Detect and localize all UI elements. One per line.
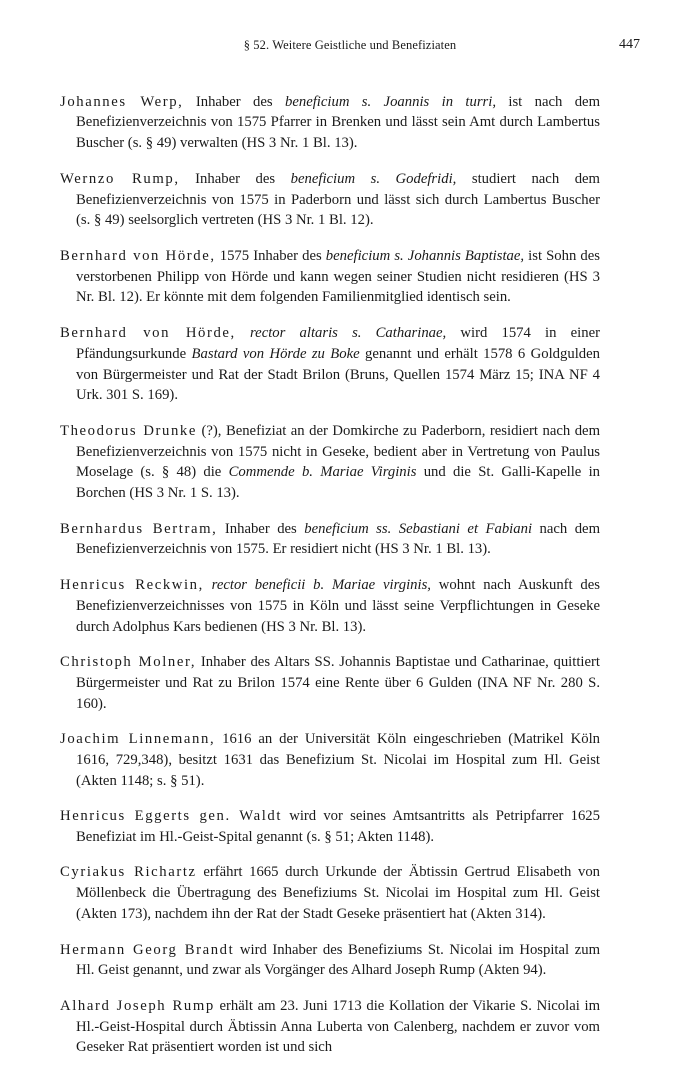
entry-name: Bernhard von Hörde,: [60, 247, 216, 264]
entry: [60, 519, 600, 561]
entry: [60, 996, 600, 1058]
entry-text: ist nach dem Benefizienverzeichnis von 1575 Pfarrer in Brenken und lässt sein Amt durch Lambertus Buscher (s. § 49) verwalten (HS 3 Nr. 1 Bl. 13).: [76, 93, 601, 152]
entry-text: 1575 Inhaber des: [215, 247, 326, 264]
entry-text: wird vor seines Amtsantritts als Petripfarrer 1625 Benefiziat im Hl.-Geist-Spital genannt (s. § 51; Akten 1148).: [76, 808, 600, 845]
entry-name: Hermann Georg Brandt: [60, 941, 235, 958]
entry-text: nach dem Benefizienverzeichnis von 1575. Er residiert nicht (HS 3 Nr. 1 Bl. 13).: [76, 520, 601, 558]
entry-text: [236, 325, 250, 341]
entry-italic-text: beneficium ss. Sebastiani et Fabiani: [304, 520, 533, 537]
entry: [60, 246, 600, 308]
entry: [60, 169, 600, 231]
entry: [60, 421, 600, 504]
entry-text: erfährt 1665 durch Urkunde der Äbtissin Gertrud Elisabeth von Möllenbeck die Übertragung des Benefiziums St. Nicolai im Hospital zum Hl. Geist (Akten 173), nachdem ihn der Rat der Stadt Geseke präsentiert hat (Akten 314).: [76, 864, 601, 923]
entry-text: Inhaber des: [183, 93, 285, 110]
page-number: 447: [619, 37, 640, 52]
entry-text: erhält am 23. Juni 1713 die Kollation der Vikarie S. Nicolai im Hl.-Geist-Hospital durch Äbtissin Anna Luberta von Calenberg, nachdem er zuvor vom Geseker Rat präsentiert worden ist und sich: [76, 997, 600, 1056]
entry-name: Henricus Reckwin,: [60, 576, 204, 593]
entry: [60, 862, 600, 924]
entry-italic-text: beneficium s. Johannis Baptistae,: [325, 247, 525, 264]
entry-italic-text: rector beneficii b. Mariae virginis,: [211, 576, 431, 593]
entry-italic-text: beneficium s. Joannis in turri,: [285, 93, 497, 110]
entry-text: Inhaber des: [179, 170, 291, 187]
entry-italic-text: beneficium s. Godefridi,: [290, 170, 457, 187]
entry-text: ist Sohn des verstorbenen Philipp von Hörde und kann wegen seiner Studien nicht residieren (HS 3 Nr. Bl. 12). Er könnte mit dem folgenden Familienmitglied identisch sein.: [76, 247, 600, 306]
entry: [60, 729, 600, 791]
entry-italic-text: Bastard von Hörde zu Boke: [191, 345, 360, 362]
entry-italic-text: rector altaris s. Catharinae,: [250, 324, 447, 341]
entry-name: Cyriakus Richartz: [60, 864, 197, 881]
entry-text: wird 1574 in einer Pfändungsurkunde: [76, 324, 601, 362]
entry: [60, 940, 600, 982]
entry: [60, 92, 600, 154]
entry-list: [60, 77, 600, 1073]
entry-name: Bernhardus Bertram,: [60, 520, 218, 537]
entry-text: wird Inhaber des Benefiziums St. Nicolai im Hospital zum Hl. Geist genannt, und zwar als Vorgänger des Alhard Joseph Rump (Akten 94).: [76, 941, 601, 979]
entry-name: Bernhard von Hörde,: [60, 324, 236, 341]
entry: [60, 652, 600, 714]
entry-text: 1616 an der Universität Köln eingeschrieben (Matrikel Köln 1616, 729,348), besitzt 1631 das Benefizium St. Nicolai im Hospital zum Hl. Geist (Akten 1148; s. § 51).: [76, 731, 600, 789]
entry-text: genannt und erhält 1578 6 Goldgulden von Bürgermeister und Rat der Stadt Brilon (Bruns, Quellen 1574 März 15; INA NF 4 Urk. 301 S. 169).: [76, 345, 600, 404]
entry-text: und die St. Galli-Kapelle in Borchen (HS 3 Nr. 1 S. 13).: [76, 464, 601, 502]
entry-text: wohnt nach Auskunft des Benefizienverzeichnisses von 1575 in Köln und lässt seine Verpflichtungen in Geseke durch Adolphus Kars bedienen (HS 3 Nr. Bl. 13).: [76, 576, 600, 635]
entry-name: Johannes Werp,: [60, 93, 184, 110]
entry-text: Inhaber des Altars SS. Johannis Baptistae und Catharinae, quittiert Bürgermeister und Rat zu Brilon 1574 eine Rente über 6 Gulden (INA NF Nr. 280 S. 160).: [76, 654, 600, 712]
entry: [60, 575, 600, 637]
entry-name: Wernzo Rump,: [60, 170, 180, 187]
entry: [60, 323, 600, 406]
entry: [60, 806, 600, 848]
entry-text: (?), Benefiziat an der Domkirche zu Paderborn, residiert nach dem Benefizienverzeichnis von 1575 nicht in Geseke, bedient aber in Vertretung von Paulus Moselage (s. § 48) die: [76, 422, 600, 481]
entry-text: [204, 577, 212, 593]
entry-name: Christoph Molner,: [60, 654, 197, 671]
entry-name: Theodorus Drunke: [60, 422, 197, 439]
entry-text: Inhaber des: [217, 520, 305, 537]
running-header: [60, 38, 640, 58]
entry-italic-text: Commende b. Mariae Virginis: [228, 464, 417, 481]
entry-name: Alhard Joseph Rump: [60, 997, 215, 1014]
entry-text: studiert nach dem Benefizienverzeichnis von 1575 in Paderborn und lässt sich durch Lambertus Buscher (s. § 49) seelsorglich vertreten (HS 3 Nr. 1 Bl. 12).: [76, 170, 600, 229]
section-title: § 52. Weitere Geistliche und Benefiziaten: [243, 38, 457, 52]
entry-name: Joachim Linnemann,: [60, 731, 216, 748]
entry-name: Henricus Eggerts gen. Waldt: [60, 808, 283, 825]
